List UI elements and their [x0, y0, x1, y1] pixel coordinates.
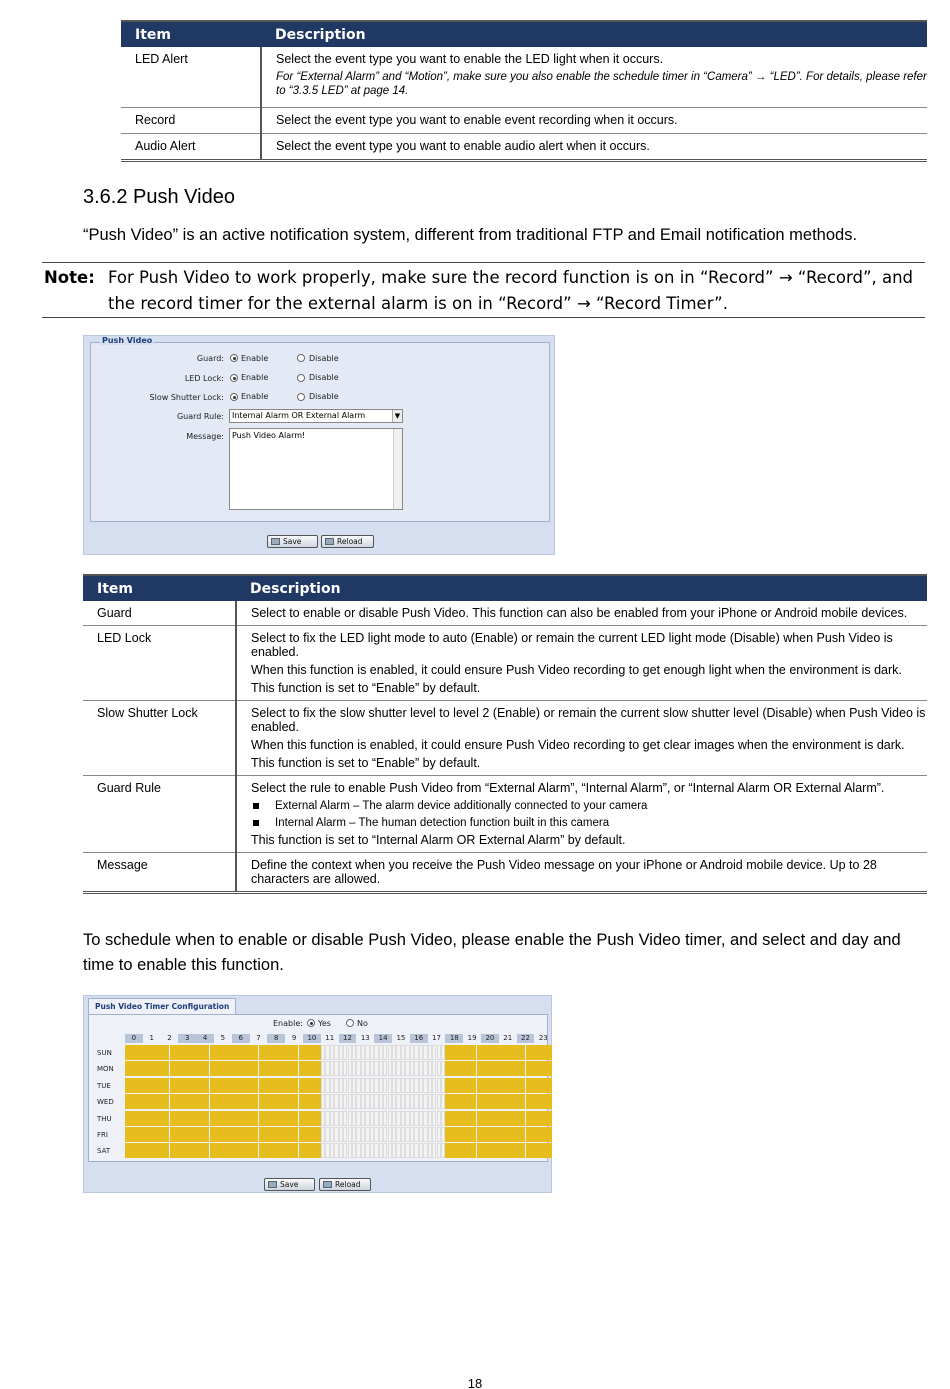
- push-video-legend: Push Video: [102, 336, 153, 345]
- led-lock-enable-radio[interactable]: [230, 374, 238, 382]
- page-number: 18: [467, 1376, 483, 1389]
- table-cell-item: Record: [121, 107, 261, 133]
- note-text: For Push Video to work properly, make sure the record function is on in “Record” → “Record”, and the record timer for the external alarm is on in “Record” → “Record Timer”.: [108, 268, 914, 313]
- day-label: FRI: [97, 1131, 108, 1139]
- day-label: SUN: [97, 1049, 112, 1057]
- table-cell-description: Select to fix the LED light mode to auto (Enable) or remain the current LED light mode (Disable) when Push Video is enabled. When this function is enabled, it could ensure Push Video recording to get enough light when the environment is dark. This function is set to “Enable” by default.: [236, 626, 927, 701]
- hour-label: 22: [517, 1034, 535, 1043]
- reload-icon: [325, 538, 334, 545]
- list-item: Internal Alarm – The human detection function built in this camera: [251, 816, 927, 830]
- bullet-square-icon: [253, 820, 259, 826]
- note-label: Note:: [44, 268, 95, 287]
- timer-cell[interactable]: [548, 1045, 552, 1060]
- table-cell-item: Audio Alert: [121, 133, 261, 160]
- hour-label: 11: [325, 1034, 335, 1042]
- slow-shutter-disable-label: Disable: [309, 392, 339, 401]
- intro-paragraph: “Push Video” is an active notification system, different from traditional FTP and Email notification methods.: [83, 226, 858, 244]
- hour-label: 9: [291, 1034, 297, 1042]
- table-row: [83, 853, 927, 893]
- table-cell-description: Select the event type you want to enable audio alert when it occurs.: [261, 133, 927, 160]
- timer-cell[interactable]: [548, 1111, 552, 1126]
- hour-label: 4: [196, 1034, 214, 1043]
- bullet-square-icon: [253, 803, 259, 809]
- save-icon: [268, 1181, 277, 1188]
- table-cell-description: Select the rule to enable Push Video from “External Alarm”, “Internal Alarm”, or “Internal Alarm OR External Alarm”. External Alarm – The alarm device additionally connected to your camera Internal Alarm – The human detection function built in this camera This function is set to “Internal Alarm OR External Alarm” by default.: [236, 776, 927, 853]
- guard-disable-radio[interactable]: [297, 354, 305, 362]
- hour-label: 5: [220, 1034, 226, 1042]
- table-header-description: Description: [236, 575, 927, 601]
- hour-label: 1: [149, 1034, 154, 1042]
- led-lock-disable-label: Disable: [309, 373, 339, 382]
- hour-label: 8: [267, 1034, 285, 1043]
- push-video-table: [83, 574, 927, 894]
- schedule-paragraph: To schedule when to enable or disable Push Video, please enable the Push Video timer, and select and day and time to enable this function.: [83, 931, 901, 974]
- table-cell-item: Guard: [83, 601, 236, 626]
- tab-push-video-timer[interactable]: Push Video Timer Configuration: [88, 998, 236, 1014]
- led-lock-enable-label: Enable: [241, 373, 269, 382]
- timer-cell[interactable]: [548, 1143, 552, 1158]
- hour-label: 23: [538, 1034, 548, 1042]
- reload-icon: [323, 1181, 332, 1188]
- table-row: [83, 776, 927, 853]
- table-cell-description: Select to enable or disable Push Video. This function can also be enabled from your iPhone or Android mobile devices.: [236, 601, 927, 626]
- message-label: Message:: [186, 432, 224, 441]
- table-header-description: Description: [261, 21, 927, 47]
- guard-disable-label: Disable: [309, 354, 339, 363]
- table-cell-item: LED Lock: [83, 626, 236, 701]
- timer-panel: [83, 995, 552, 1193]
- led-lock-label: LED Lock:: [184, 374, 224, 383]
- timer-body: [88, 1014, 548, 1162]
- led-lock-disable-radio[interactable]: [297, 374, 305, 382]
- guard-enable-radio[interactable]: [230, 354, 238, 362]
- message-textarea[interactable]: Push Video Alarm!: [229, 428, 403, 510]
- table-cell-item: LED Alert: [121, 47, 261, 107]
- hour-label: 18: [445, 1034, 463, 1043]
- hour-label: 0: [125, 1034, 143, 1043]
- hour-label: 7: [256, 1034, 261, 1042]
- hour-label: 10: [303, 1034, 321, 1043]
- hour-label: 6: [232, 1034, 250, 1043]
- table-row: [83, 626, 927, 701]
- note-box: [42, 262, 925, 318]
- timer-save-button[interactable]: Save: [264, 1178, 315, 1191]
- hour-label: 12: [339, 1034, 357, 1043]
- slow-shutter-disable-radio[interactable]: [297, 393, 305, 401]
- table-cell-item: Message: [83, 853, 236, 893]
- timer-reload-button[interactable]: Reload: [319, 1178, 371, 1191]
- hour-label: 16: [410, 1034, 428, 1043]
- slow-shutter-enable-radio[interactable]: [230, 393, 238, 401]
- list-item: External Alarm – The alarm device additionally connected to your camera: [251, 799, 927, 813]
- hour-label: 3: [178, 1034, 196, 1043]
- enable-label: Enable:: [273, 1019, 303, 1028]
- push-video-panel: [83, 335, 555, 555]
- table-header-item: Item: [121, 21, 261, 47]
- chevron-down-icon: ▼: [392, 410, 402, 422]
- table-cell-item: Slow Shutter Lock: [83, 701, 236, 776]
- guard-rule-label: Guard Rule:: [176, 412, 224, 421]
- guard-rule-select[interactable]: Internal Alarm OR External Alarm ▼: [229, 409, 403, 423]
- hour-label: 2: [167, 1034, 172, 1042]
- timer-cell[interactable]: [548, 1061, 552, 1076]
- hour-label: 15: [396, 1034, 406, 1042]
- hour-label: 14: [374, 1034, 392, 1043]
- section-heading: 3.6.2 Push Video: [83, 186, 235, 208]
- day-label: TUE: [97, 1081, 111, 1090]
- event-table: [121, 20, 927, 162]
- message-scrollbar[interactable]: [393, 429, 402, 509]
- day-label: WED: [97, 1098, 114, 1107]
- table-row: [121, 107, 927, 133]
- hour-label: 13: [360, 1034, 370, 1042]
- enable-no-label: No: [357, 1019, 368, 1028]
- timer-cell[interactable]: [548, 1127, 552, 1142]
- day-label: THU: [97, 1114, 112, 1123]
- table-cell-item: Guard Rule: [83, 776, 236, 853]
- hour-label: 20: [481, 1034, 499, 1043]
- save-button[interactable]: Save: [267, 535, 318, 548]
- slow-shutter-enable-label: Enable: [241, 392, 269, 401]
- hour-label: 21: [503, 1034, 513, 1042]
- enable-no-radio[interactable]: [346, 1019, 354, 1027]
- table-cell-description: Select to fix the slow shutter level to level 2 (Enable) or remain the current slow shutter level (Disable) when Push Video is enabled. When this function is enabled, it could ensure Push Video recording to get clear images when the environment is dark. This function is set to “Enable” by default.: [236, 701, 927, 776]
- guard-enable-label: Enable: [241, 354, 269, 363]
- save-icon: [271, 538, 280, 545]
- timer-grid[interactable]: [91, 1034, 547, 1158]
- enable-yes-label: Yes: [318, 1019, 331, 1028]
- table-header-item: Item: [83, 575, 236, 601]
- table-cell-description: Define the context when you receive the Push Video message on your iPhone or Android mobile device. Up to 28 characters are allowed.: [236, 853, 927, 893]
- table-row: [121, 133, 927, 160]
- timer-cell[interactable]: [548, 1094, 552, 1109]
- hour-label: 19: [467, 1034, 477, 1042]
- table-cell-description: Select the event type you want to enable event recording when it occurs.: [261, 107, 927, 133]
- guard-label: Guard:: [196, 354, 224, 363]
- table-row: [83, 701, 927, 776]
- timer-cell[interactable]: [548, 1078, 552, 1093]
- enable-yes-radio[interactable]: [307, 1019, 315, 1027]
- hour-label: 17: [432, 1034, 441, 1042]
- table-cell-description: Select the event type you want to enable the LED light when it occurs. For “External Alarm” and “Motion”, make sure you also enable the schedule timer in “Camera” → “LED”. For details, please refer to “3.3.5 LED” at page 14.: [261, 47, 927, 107]
- table-row: [83, 601, 927, 626]
- table-row: [121, 47, 927, 107]
- reload-button[interactable]: Reload: [321, 535, 374, 548]
- day-label: SAT: [97, 1147, 111, 1156]
- slow-shutter-lock-label: Slow Shutter Lock:: [149, 393, 224, 402]
- day-label: MON: [97, 1065, 114, 1074]
